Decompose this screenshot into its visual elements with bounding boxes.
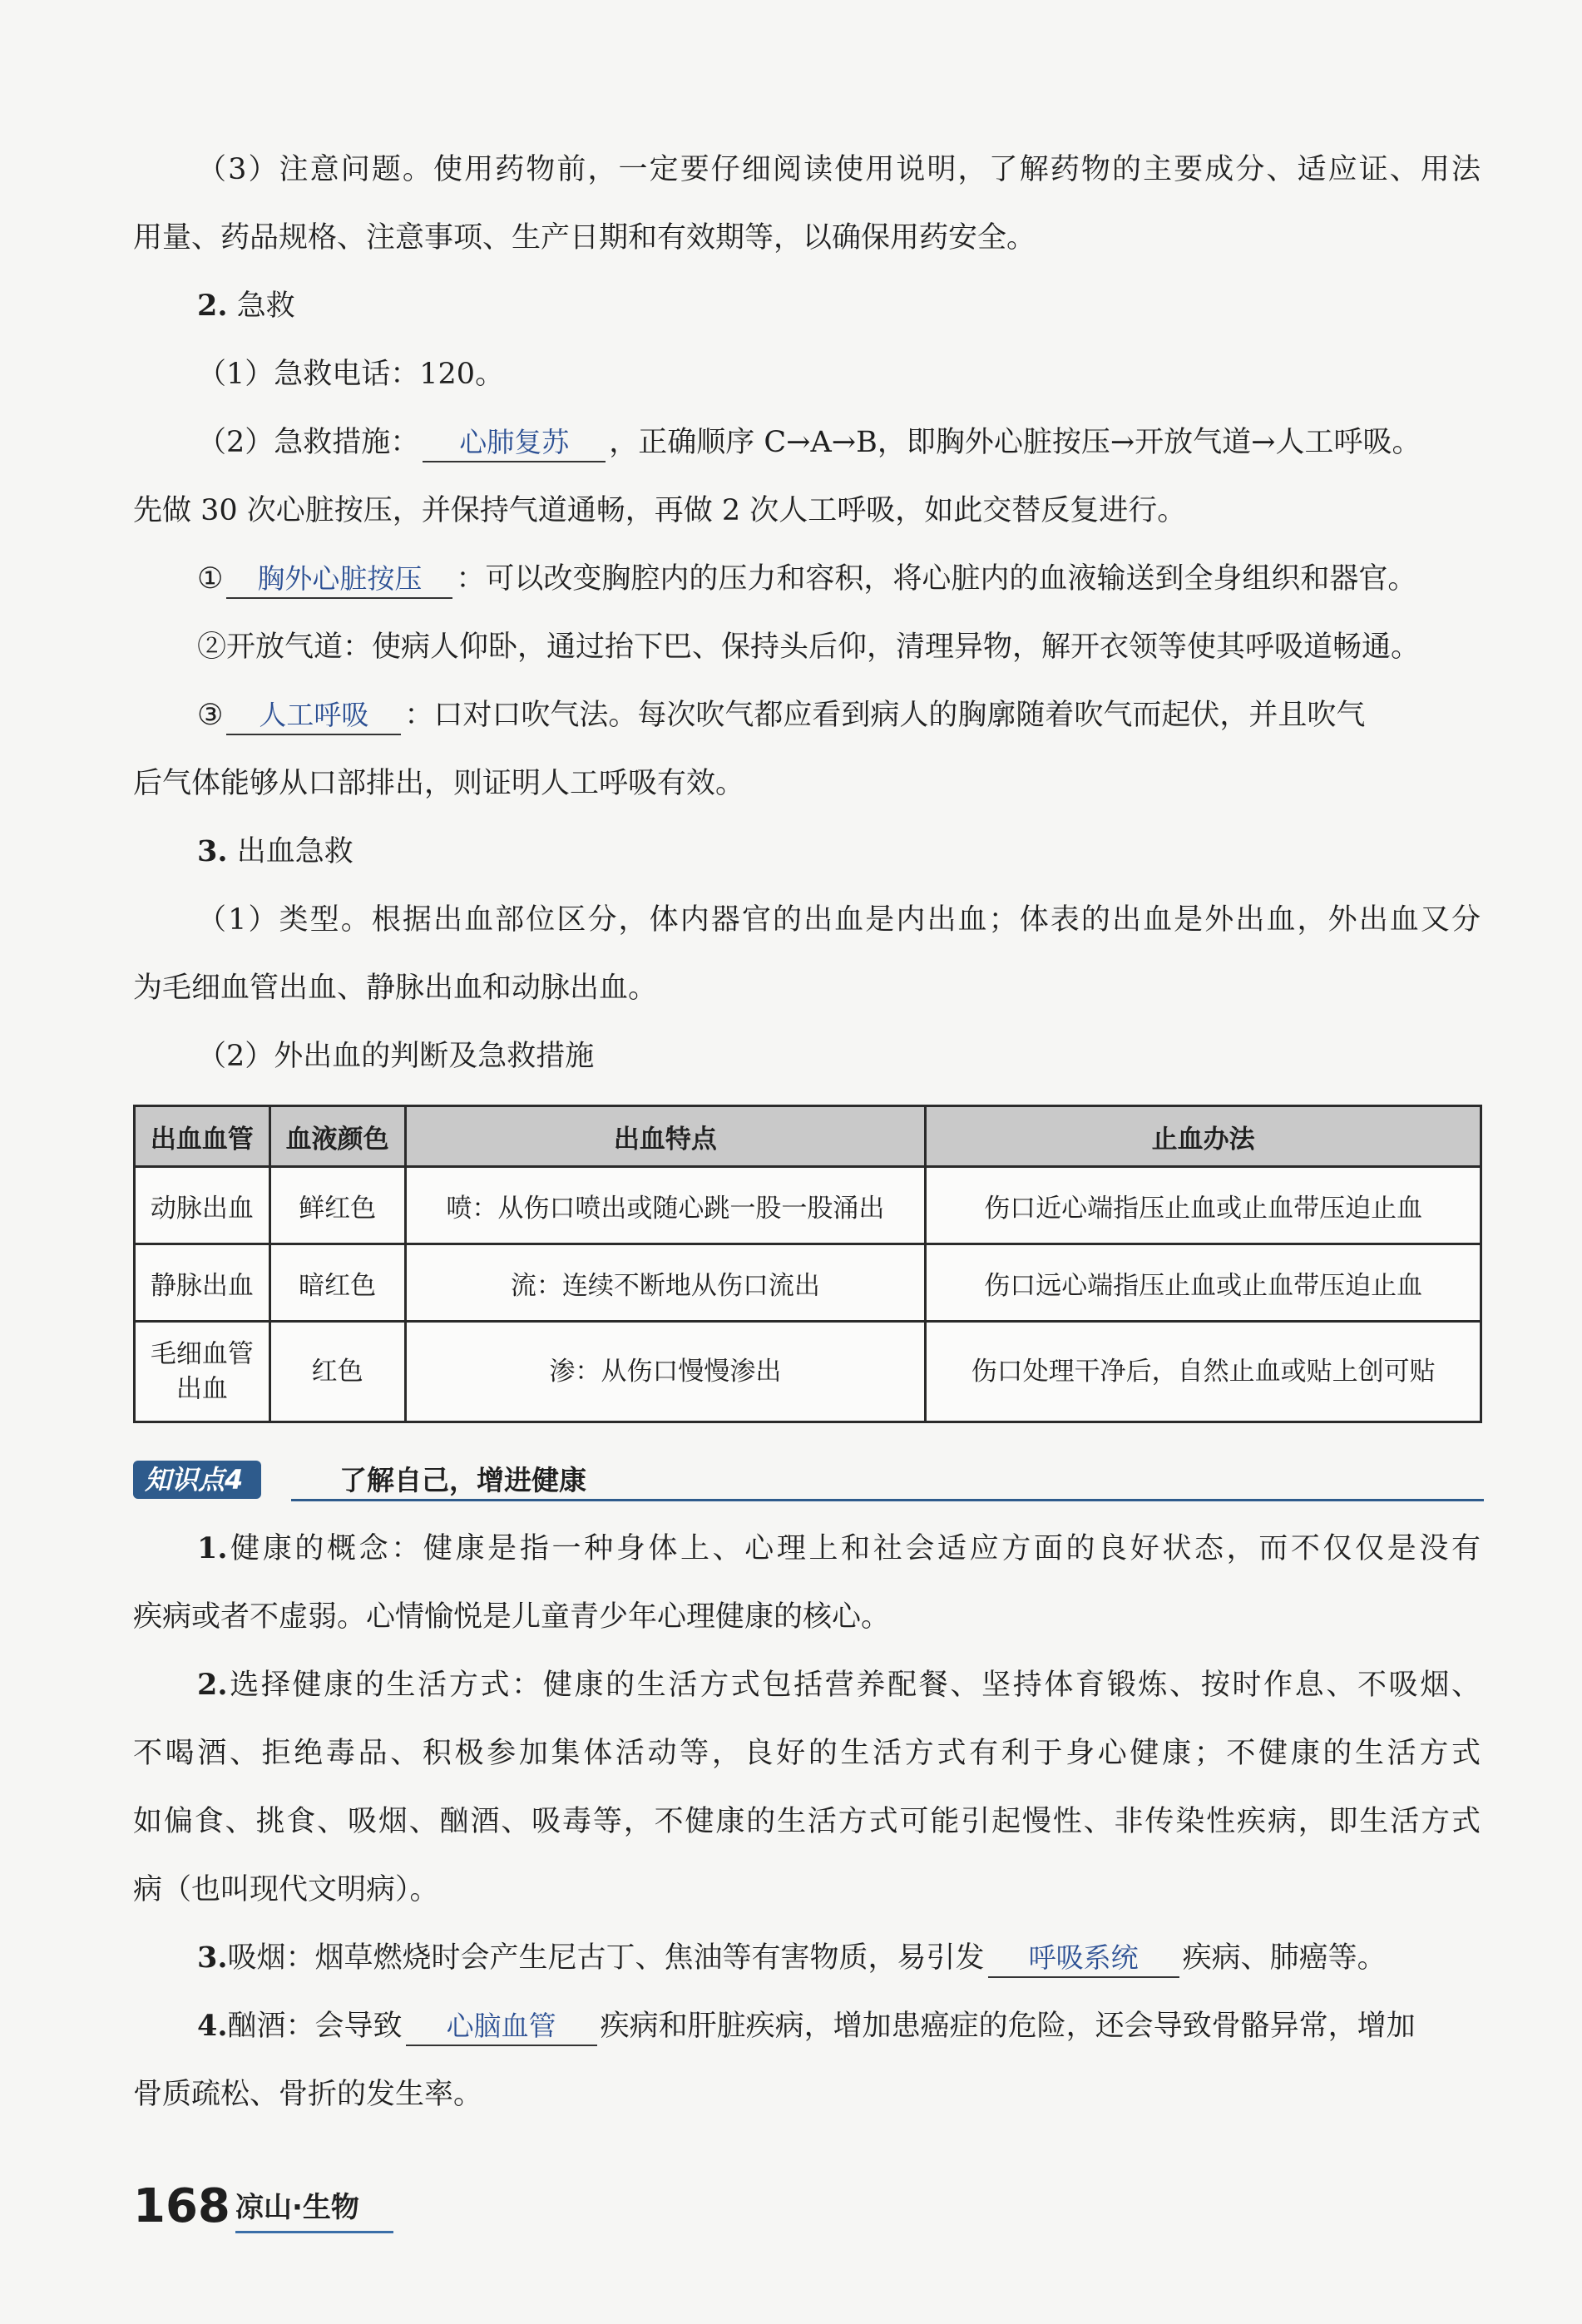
table-row [135,1244,1481,1322]
paragraph-line: （3）注意问题。使用药物前，一定要仔细阅读使用说明，了解药物的主要成分、适应证、用法 [197,153,1481,186]
step-marker: ① [197,562,224,596]
heading-number: 3. [197,834,228,868]
table-cell: 伤口近心端指压止血或止血带压迫止血 [926,1167,1481,1244]
first-aid-step-3 [197,695,1481,735]
paragraph-line: （1）类型。根据出血部位区分，体内器官的出血是内出血；体表的出血是外出血，外出血又分 [197,903,1481,937]
answer-blank: 呼吸系统 [988,1940,1179,1978]
answer-blank: 胸外心脏按压 [226,561,452,599]
divider [291,1499,1484,1501]
item-number: 2. [197,1668,228,1702]
table-cell: 红色 [269,1322,405,1422]
table-row [135,1167,1481,1244]
heading-number: 2. [197,289,228,323]
answer-blank: 心脑血管 [406,2008,597,2046]
health-paragraph-4 [197,2006,1481,2046]
column-header: 止血办法 [926,1106,1481,1167]
column-header: 出血血管 [135,1106,270,1167]
emergency-phone: （1）急救电话：120。 [197,358,505,391]
table-header-row [135,1106,1481,1167]
table-cell: 动脉出血 [135,1167,270,1244]
text-segment: （2）急救措施： [197,426,420,459]
text-segment: ：口对口吹气法。每次吹气都应看到病人的胸廓随着吹气而起伏，并且吹气 [404,699,1366,732]
item-number: 3. [197,1941,228,1975]
knowledge-point-header [133,1461,1484,1502]
table-cell: 鲜红色 [269,1167,405,1244]
health-paragraph-2 [197,1665,1481,1705]
table-cell: 渗：从伤口慢慢渗出 [405,1322,926,1422]
knowledge-point-badge: 知识点4 [133,1461,261,1499]
paragraph-line: 后气体能够从口部排出，则证明人工呼吸有效。 [133,767,745,800]
text-segment: 选择健康的生活方式：健康的生活方式包括营养配餐、坚持体育锻炼、按时作息、不吸烟、 [227,1669,1481,1702]
text-segment: 疾病、肺癌等。 [1182,1941,1387,1975]
table-cell: 流：连续不断地从伤口流出 [405,1244,926,1322]
paragraph-line: 为毛细血管出血、静脉出血和动脉出血。 [133,972,658,1005]
table-cell: 毛细血管出血 [135,1322,270,1422]
step-marker: ③ [197,699,224,732]
health-paragraph-1 [197,1529,1481,1569]
item-number: 4. [197,2009,228,2043]
table-row [135,1322,1481,1422]
paragraph-line: 如偏食、挑食、吸烟、酗酒、吸毒等，不健康的生活方式可能引起慢性、非传染性疾病，即生活方式 [133,1805,1481,1838]
paragraph-line: 骨质疏松、骨折的发生率。 [133,2078,483,2111]
first-aid-measures [197,423,1481,462]
section-heading-bleeding [197,832,1481,872]
column-header: 血液颜色 [269,1106,405,1167]
answer-blank: 心肺复苏 [423,424,606,462]
text-segment: 酗酒：会导致 [227,2010,403,2043]
paragraph-line: 用量、药品规格、注意事项、生产日期和有效期等，以确保用药安全。 [133,221,1036,255]
paragraph-line: 先做 30 次心脏按压，并保持气道通畅，再做 2 次人工呼吸，如此交替反复进行。 [133,494,1187,527]
text-segment: ，正确顺序 C→A→B，即胸外心脏按压→开放气道→人工呼吸。 [609,426,1421,459]
first-aid-step-1 [197,559,1481,599]
paragraph-line: 疾病或者不虚弱。心情愉悦是儿童青少年心理健康的核心。 [133,1600,891,1634]
first-aid-step-2: ②开放气道：使病人仰卧，通过抬下巴、保持头后仰，清理异物，解开衣领等使其呼吸道畅通。 [197,630,1421,664]
answer-blank: 人工呼吸 [226,697,401,735]
text-segment: ：可以改变胸腔内的压力和容积，将心脏内的血液输送到全身组织和器官。 [456,562,1417,596]
text-segment: 吸烟：烟草燃烧时会产生尼古丁、焦油等有害物质，易引发 [227,1941,985,1975]
text-segment: 健康的概念：健康是指一种身体上、心理上和社会适应方面的良好状态，而不仅仅是没有 [227,1532,1481,1565]
column-header: 出血特点 [405,1106,926,1167]
book-label: 凉山·生物 [235,2191,359,2224]
bleeding-table [133,1105,1482,1423]
section-heading-first-aid [197,286,1481,326]
paragraph-line: 病（也叫现代文明病）。 [133,1873,439,1906]
divider [235,2231,393,2233]
table-cell: 伤口远心端指压止血或止血带压迫止血 [926,1244,1481,1322]
table-cell: 暗红色 [269,1244,405,1322]
page-number: 168 [133,2179,230,2233]
paragraph-line: 不喝酒、拒绝毒品、积极参加集体活动等，良好的生活方式有利于身心健康；不健康的生活方式 [133,1737,1481,1770]
paragraph-line: （2）外出血的判断及急救措施 [197,1040,595,1073]
health-paragraph-3 [197,1938,1481,1978]
item-number: 1. [197,1531,228,1565]
table-cell: 喷：从伤口喷出或随心跳一股一股涌出 [405,1167,926,1244]
knowledge-point-title: 了解自己，增进健康 [339,1464,586,1496]
table-cell: 伤口处理干净后，自然止血或贴上创可贴 [926,1322,1481,1422]
heading-text: 急救 [236,289,295,323]
heading-text: 出血急救 [236,835,353,868]
table-cell: 静脉出血 [135,1244,270,1322]
text-segment: 疾病和肝脏疾病，增加患癌症的危险，还会导致骨骼异常，增加 [600,2010,1416,2043]
